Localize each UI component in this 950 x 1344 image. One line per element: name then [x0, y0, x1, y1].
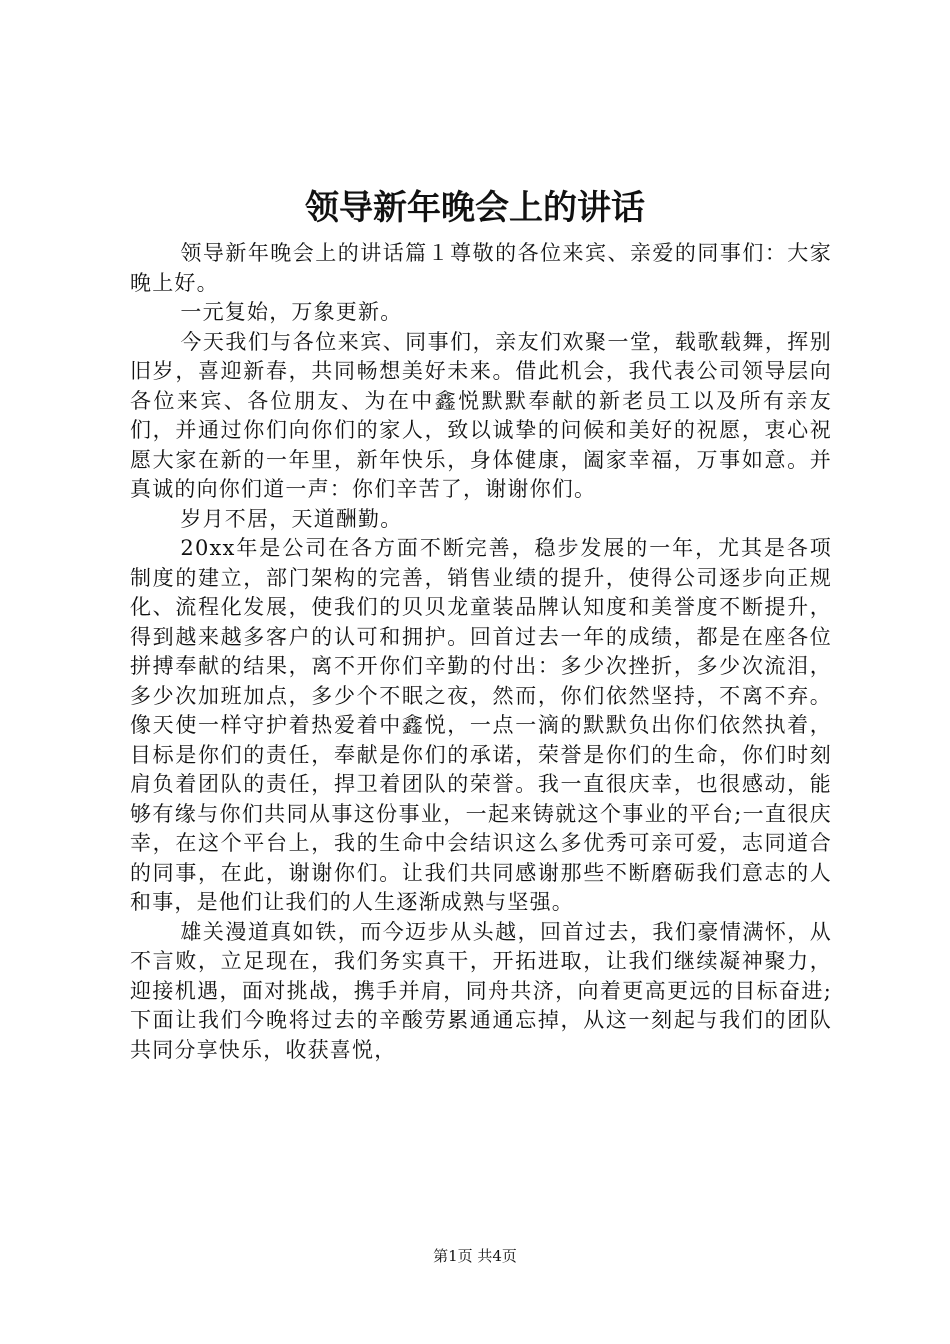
- paragraph: 今天我们与各位来宾、同事们，亲友们欢聚一堂，载歌载舞，挥别旧岁，喜迎新春，共同畅想美好未来。借此机会，我代表公司领导层向各位来宾、各位朋友、为在中鑫悦默默奉献的新老员工以及所有亲友们，并通过你们向你们的家人，致以诚挚的问候和美好的祝愿，衷心祝愿大家在新的一年里，新年快乐，身体健康，阖家幸福，万事如意。并真诚的向你们道一声：你们辛苦了，谢谢你们。: [130, 329, 832, 501]
- paragraph: 岁月不居，天道酬勤。: [180, 506, 403, 531]
- page-number-footer: 第1页 共4页: [433, 1247, 517, 1265]
- document-title: 领导新年晚会上的讲话: [305, 188, 645, 228]
- paragraph: 20xx年是公司在各方面不断完善，稳步发展的一年，尤其是各项制度的建立，部门架构的完善，销售业绩的提升，使得公司逐步向正规化、流程化发展，使我们的贝贝龙童装品牌认知度和美誉度不断提升，得到越来越多客户的认可和拥护。回首过去一年的成绩，都是在座各位拼搏奉献的结果，离不开你们辛勤的付出：多少次挫折，多少次流泪，多少次加班加点，多少个不眠之夜，然而，你们依然坚持，不离不弃。像天使一样守护着热爱着中鑫悦，一点一滴的默默负出你们依然执着，目标是你们的责任，奉献是你们的承诺，荣誉是你们的生命，你们时刻肩负着团队的责任，捍卫着团队的荣誉。我一直很庆幸，也很感动，能够有缘与你们共同从事这份事业，一起来铸就这个事业的平台;一直很庆幸，在这个平台上，我的生命中会结识这么多优秀可亲可爱，志同道合的同事，在此，谢谢你们。让我们共同感谢那些不断磨砺我们意志的人和事，是他们让我们的人生逐渐成熟与坚强。: [130, 536, 832, 914]
- paragraph: 领导新年晚会上的讲话篇１尊敬的各位来宾、亲爱的同事们：大家晚上好。: [130, 241, 832, 295]
- document-body: [130, 239, 832, 1065]
- paragraph: 雄关漫道真如铁，而今迈步从头越，回首过去，我们豪情满怀，从不言败，立足现在，我们务实真干，开拓进取，让我们继续凝神聚力，迎接机遇，面对挑战，携手并肩，同舟共济，向着更高更远的目标奋进;下面让我们今晚将过去的辛酸劳累通通忘掉，从这一刻起与我们的团队共同分享快乐，收获喜悦，: [130, 919, 832, 1062]
- paragraph: 一元复始，万象更新。: [180, 300, 403, 324]
